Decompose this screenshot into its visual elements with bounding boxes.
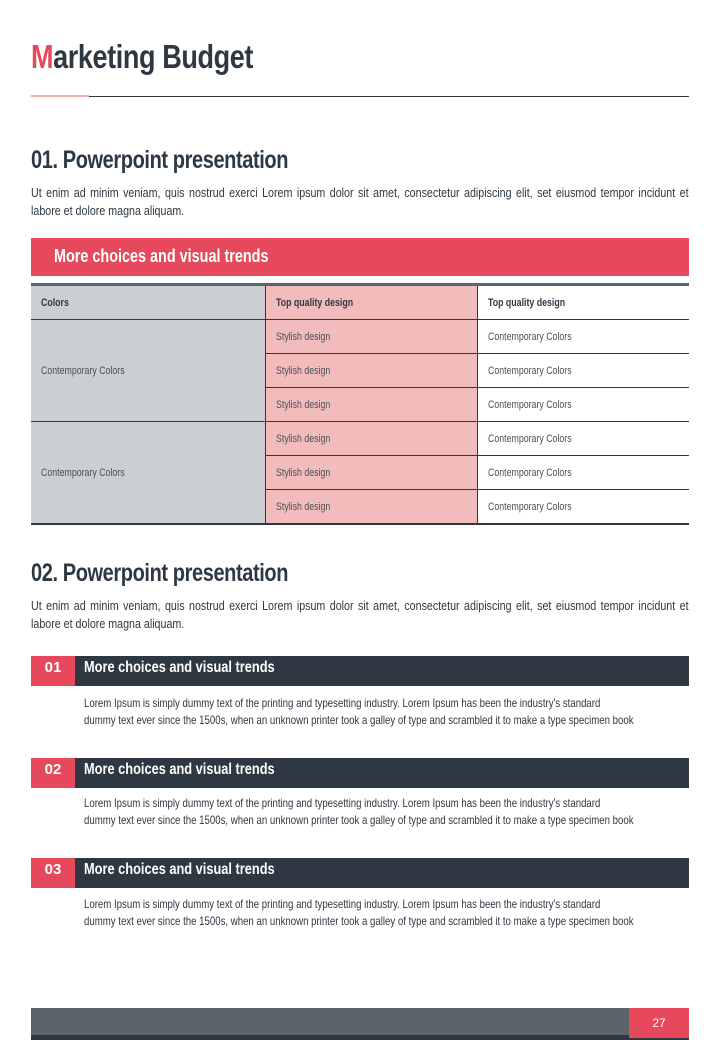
list-item-number: 01: [31, 656, 75, 686]
page-title: [31, 38, 253, 76]
list-item-title: More choices and visual trends: [84, 761, 275, 778]
section-1-heading: 01. Powerpoint presentation: [31, 146, 289, 174]
page-title-rest: arketing Budget: [53, 38, 253, 75]
page-title-initial: M: [31, 38, 54, 75]
table-banner-title: More choices and visual trends: [54, 246, 269, 266]
list-item-title: More choices and visual trends: [84, 861, 275, 878]
footer-bar-bottom: [31, 1035, 689, 1040]
list-item-body: Lorem Ipsum is simply dummy text of the printing and typesetting industry. Lorem Ipsum has been the industry's standard dummy text ever since the 1500s, when an unknown printer took a galley of type and scrambled it to make a type specimen book: [84, 696, 634, 727]
table-cell: Contemporary Colors: [477, 490, 689, 525]
section-1-body: Ut enim ad minim veniam, quis nostrud exerci Lorem ipsum dolor sit amet, consectetur adipiscing elit, set eiusmod tempor incidunt et labore et dolore magna aliquam.: [31, 185, 689, 218]
table-cell: Stylish design: [265, 490, 477, 525]
table-header-quality: Top quality design: [265, 285, 477, 320]
list-item-number: 03: [31, 858, 75, 888]
section-2-body: Ut enim ad minim veniam, quis nostrud exerci Lorem ipsum dolor sit amet, consectetur adipiscing elit, set eiusmod tempor incidunt et labore et dolore magna aliquam.: [31, 598, 689, 631]
page-number: 27: [629, 1008, 689, 1038]
table-cell: Contemporary Colors: [477, 388, 689, 422]
list-item-title: More choices and visual trends: [84, 659, 275, 676]
title-divider-accent: [31, 95, 89, 97]
table-header-row: [31, 285, 689, 320]
table-cell: Contemporary Colors: [477, 422, 689, 456]
table-row: [31, 422, 689, 456]
table-cell: Stylish design: [265, 320, 477, 354]
list-item-body: Lorem Ipsum is simply dummy text of the printing and typesetting industry. Lorem Ipsum has been the industry's standard dummy text ever since the 1500s, when an unknown printer took a galley of type and scrambled it to make a type specimen book: [84, 897, 634, 928]
table-group-label: Contemporary Colors: [31, 320, 265, 422]
table-cell: Stylish design: [265, 388, 477, 422]
table-cell: Contemporary Colors: [477, 456, 689, 490]
list-item-header: [31, 758, 689, 788]
table-row: [31, 320, 689, 354]
budget-table: [31, 283, 689, 525]
table-cell: Stylish design: [265, 354, 477, 388]
footer-bar: [31, 1008, 629, 1035]
table-cell: Stylish design: [265, 456, 477, 490]
table-header-quality-2: Top quality design: [477, 285, 689, 320]
list-item-number: 02: [31, 758, 75, 788]
list-item-header: [31, 858, 689, 888]
table-banner: [31, 238, 689, 276]
table-group-label: Contemporary Colors: [31, 422, 265, 525]
title-divider: [31, 96, 689, 97]
list-item-body: Lorem Ipsum is simply dummy text of the printing and typesetting industry. Lorem Ipsum has been the industry's standard dummy text ever since the 1500s, when an unknown printer took a galley of type and scrambled it to make a type specimen book: [84, 796, 634, 827]
list-item-header: [31, 656, 689, 686]
table-cell: Contemporary Colors: [477, 354, 689, 388]
section-2-heading: 02. Powerpoint presentation: [31, 559, 289, 587]
table-cell: Contemporary Colors: [477, 320, 689, 354]
table-cell: Stylish design: [265, 422, 477, 456]
table-header-colors: Colors: [31, 285, 265, 320]
